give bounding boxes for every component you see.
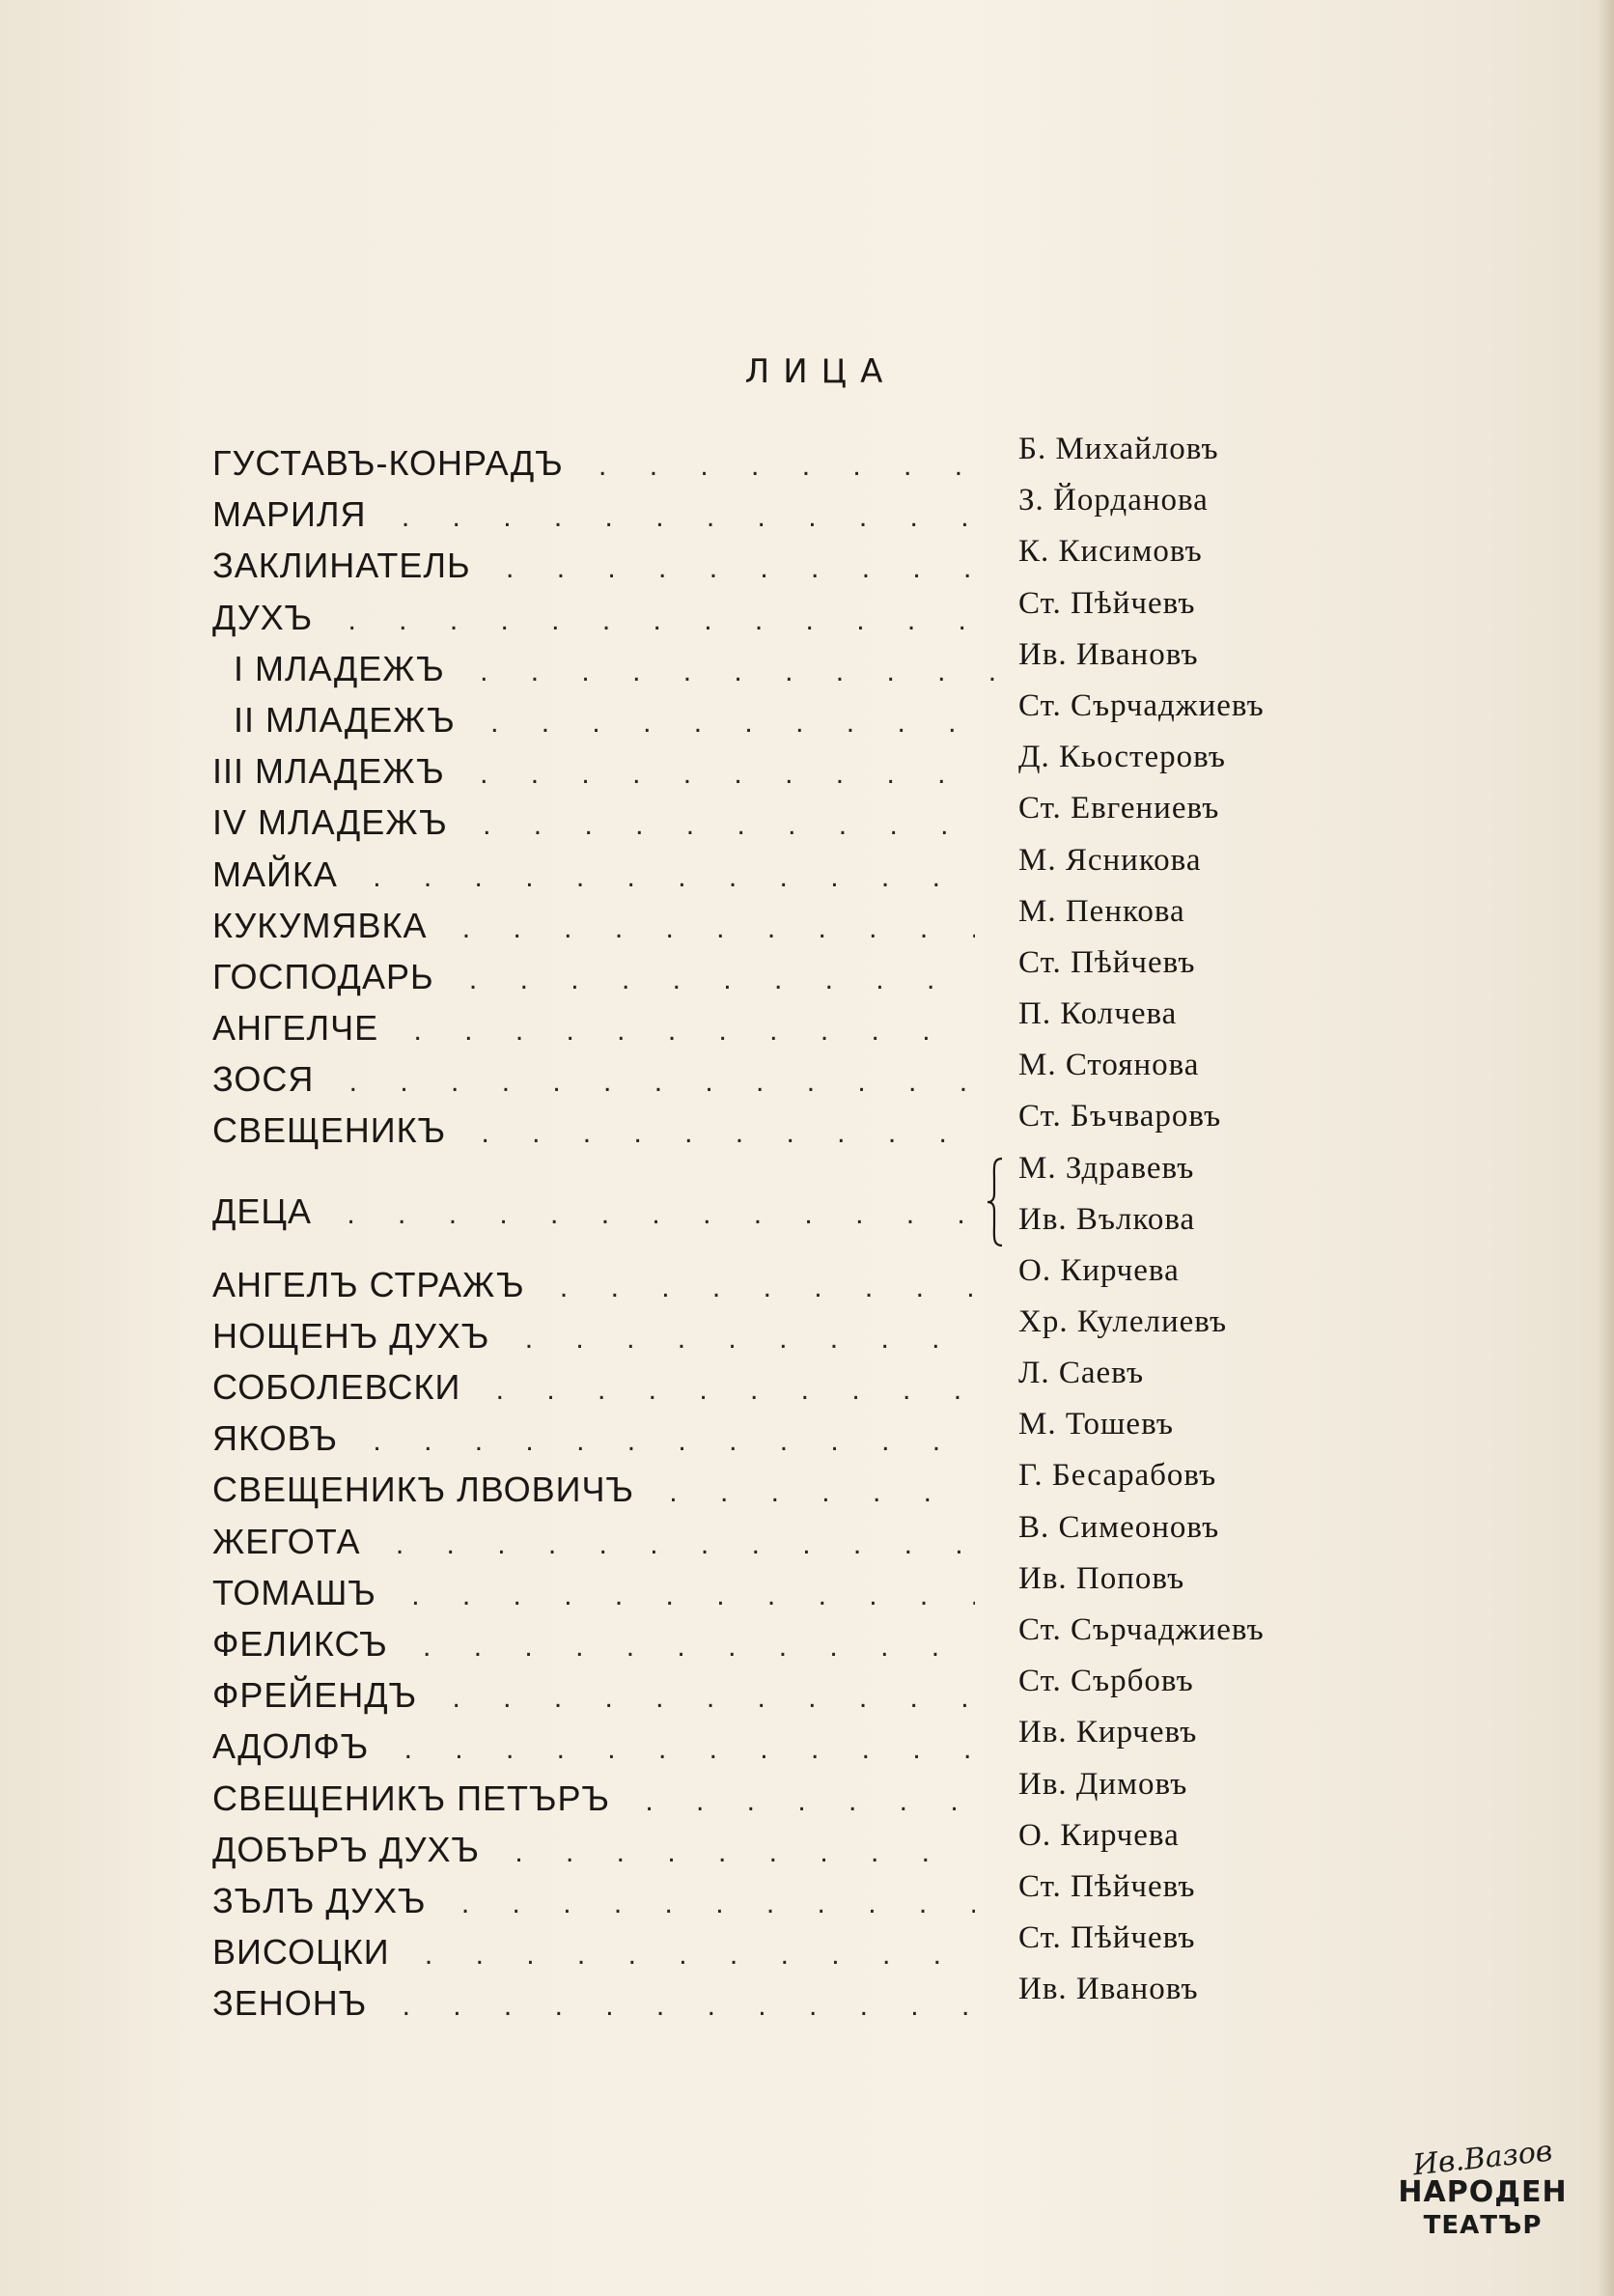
cast-row [212, 1869, 1371, 1920]
cast-row [212, 1664, 1371, 1715]
role-name: ГУСТАВЪ-КОНРАДЪ . . . [212, 443, 975, 484]
role-name: АНГЕЛЧЕ . . . [212, 1008, 975, 1049]
actor-name: Ст. Евгениевъ [1018, 791, 1220, 826]
role-name: СВЕЩЕНИКЪ ПЕТЪРЪ . . . [212, 1778, 975, 1819]
cast-row [212, 483, 1371, 534]
actor-name: Д. Кьостеровъ [1018, 740, 1226, 775]
cast-row [212, 843, 1371, 894]
cast-row [212, 1356, 1371, 1407]
role-name: ФЕЛИКСЪ . . . [212, 1624, 975, 1665]
actor-name: Ив. Вълкова [1018, 1201, 1196, 1237]
actor-name: Ив. Ивановъ [1018, 1972, 1199, 2007]
role-name: ЖЕГОТА . . . [212, 1522, 975, 1562]
actor-name: Г. Бесарабовъ [1018, 1458, 1217, 1494]
actor-name: Ст. Пѣйчевъ [1018, 585, 1196, 621]
actor-name: О. Кирчева [1018, 1817, 1180, 1853]
cast-row [212, 1510, 1371, 1561]
role-name: МАРИЛЯ . . . [212, 494, 975, 535]
actor-name: Л. Саевъ [1018, 1356, 1145, 1390]
role-name: IV МЛАДЕЖЪ . . . [212, 802, 975, 843]
cast-row [212, 1253, 1371, 1304]
page-edge-shadow [1597, 0, 1614, 2296]
role-name: ДЕЦА . . . [212, 1191, 975, 1232]
role-name: III МЛАДЕЖЪ . . . [212, 751, 975, 792]
role-name: АДОЛФЪ . . . [212, 1726, 975, 1767]
actor-name: Ст. Бъчваровъ [1018, 1099, 1222, 1134]
cast-row [212, 894, 1371, 945]
role-name: I МЛАДЕЖЪ . . . [234, 649, 996, 689]
cast-row [212, 996, 1371, 1048]
cast-row [212, 1458, 1371, 1509]
actor-name: К. Кисимовъ [1018, 534, 1203, 570]
role-name: НОЩЕНЪ ДУХЪ . . . [212, 1316, 975, 1357]
actor-name: Ст. Сърчаджиевъ [1018, 1611, 1265, 1647]
role-name: СОБОЛЕВСКИ . . . [212, 1367, 975, 1408]
cast-row [212, 1304, 1371, 1356]
cast-row [212, 1920, 1371, 1972]
cast-row [212, 1767, 1371, 1818]
actor-name: Ив. Димовъ [1018, 1766, 1188, 1802]
cast-row [212, 1407, 1371, 1458]
role-name: КУКУМЯВКА . . . [212, 906, 975, 946]
logo-line-2: ТЕАТЪР [1423, 2211, 1543, 2240]
cast-row [212, 1048, 1371, 1099]
actor-name: Ив. Кирчевъ [1018, 1715, 1198, 1750]
role-name: СВЕЩЕНИКЪ ЛВОВИЧЪ . . . [212, 1470, 975, 1510]
role-name: СВЕЩЕНИКЪ . . . [212, 1110, 975, 1151]
role-name: ЗАКЛИНАТЕЛЬ . . . [212, 546, 975, 586]
cast-row [212, 1561, 1371, 1612]
cast-row [212, 637, 1371, 688]
cast-row [212, 791, 1371, 842]
curly-brace-icon [985, 1157, 1006, 1247]
role-name: АНГЕЛЪ СТРАЖЪ . . . [212, 1265, 975, 1305]
cast-row [212, 1972, 1371, 2023]
actor-name: М. Здравевъ [1018, 1150, 1195, 1186]
role-name: ВИСОЦКИ . . . [212, 1932, 975, 1973]
cast-row [212, 688, 1371, 740]
logo-line-1: НАРОДЕН [1398, 2175, 1568, 2209]
cast-row-grouped [212, 1151, 1371, 1253]
actor-name: Ив. Поповъ [1018, 1560, 1185, 1596]
actor-name: Хр. Кулелиевъ [1018, 1303, 1228, 1339]
cast-list [212, 432, 1371, 2023]
role-name: МАЙКА . . . [212, 854, 975, 895]
role-name: ЗЪЛЪ ДУХЪ . . . [212, 1881, 975, 1921]
cast-row [212, 740, 1371, 791]
cast-row [212, 432, 1371, 483]
actor-name: О. Кирчева [1018, 1252, 1180, 1288]
cast-row [212, 534, 1371, 585]
cast-row [212, 1818, 1371, 1869]
actor-name: П. Колчева [1018, 996, 1178, 1032]
role-name: ТОМАШЪ . . . [212, 1573, 975, 1613]
role-name: ДОБЪРЪ ДУХЪ . . . [212, 1830, 975, 1870]
national-theatre-logo [1396, 2134, 1570, 2257]
role-name: II МЛАДЕЖЪ . . . [234, 700, 996, 741]
actor-name: В. Симеоновъ [1018, 1509, 1220, 1545]
role-name: ЯКОВЪ . . . [212, 1418, 975, 1459]
cast-row [212, 586, 1371, 637]
actor-name: М. Ясникова [1018, 842, 1202, 878]
role-name: ЗЕНОНЪ . . . [212, 1983, 975, 2024]
role-name: ГОСПОДАРЬ . . . [212, 957, 975, 997]
page-title: ЛИЦА [744, 352, 897, 391]
role-name: ФРЕЙЕНДЪ . . . [212, 1675, 975, 1716]
role-name: ЗОСЯ . . . [212, 1059, 975, 1100]
actor-name: Ст. Пѣйчевъ [1018, 944, 1196, 980]
actor-name: М. Тошевъ [1018, 1407, 1174, 1442]
cast-row [212, 1099, 1371, 1150]
actor-name: Ст. Сърчаджиевъ [1018, 687, 1265, 723]
actor-name: Ив. Ивановъ [1018, 636, 1199, 672]
cast-row [212, 1715, 1371, 1766]
actor-name: З. Йорданова [1018, 483, 1209, 518]
actor-name: Ст. Сърбовъ [1018, 1664, 1194, 1699]
actor-name: Ст. Пѣйчевъ [1018, 1868, 1196, 1904]
cast-row [212, 945, 1371, 996]
logo-signature: Ив.Вазов [1411, 2134, 1554, 2183]
actor-name: Б. Михайловъ [1018, 432, 1219, 466]
actor-name: Ст. Пѣйчевъ [1018, 1920, 1196, 1956]
cast-row [212, 1612, 1371, 1664]
actor-name: М. Пенкова [1018, 893, 1185, 929]
actor-name: М. Стоянова [1018, 1048, 1200, 1083]
role-name: ДУХЪ . . . [212, 598, 975, 638]
